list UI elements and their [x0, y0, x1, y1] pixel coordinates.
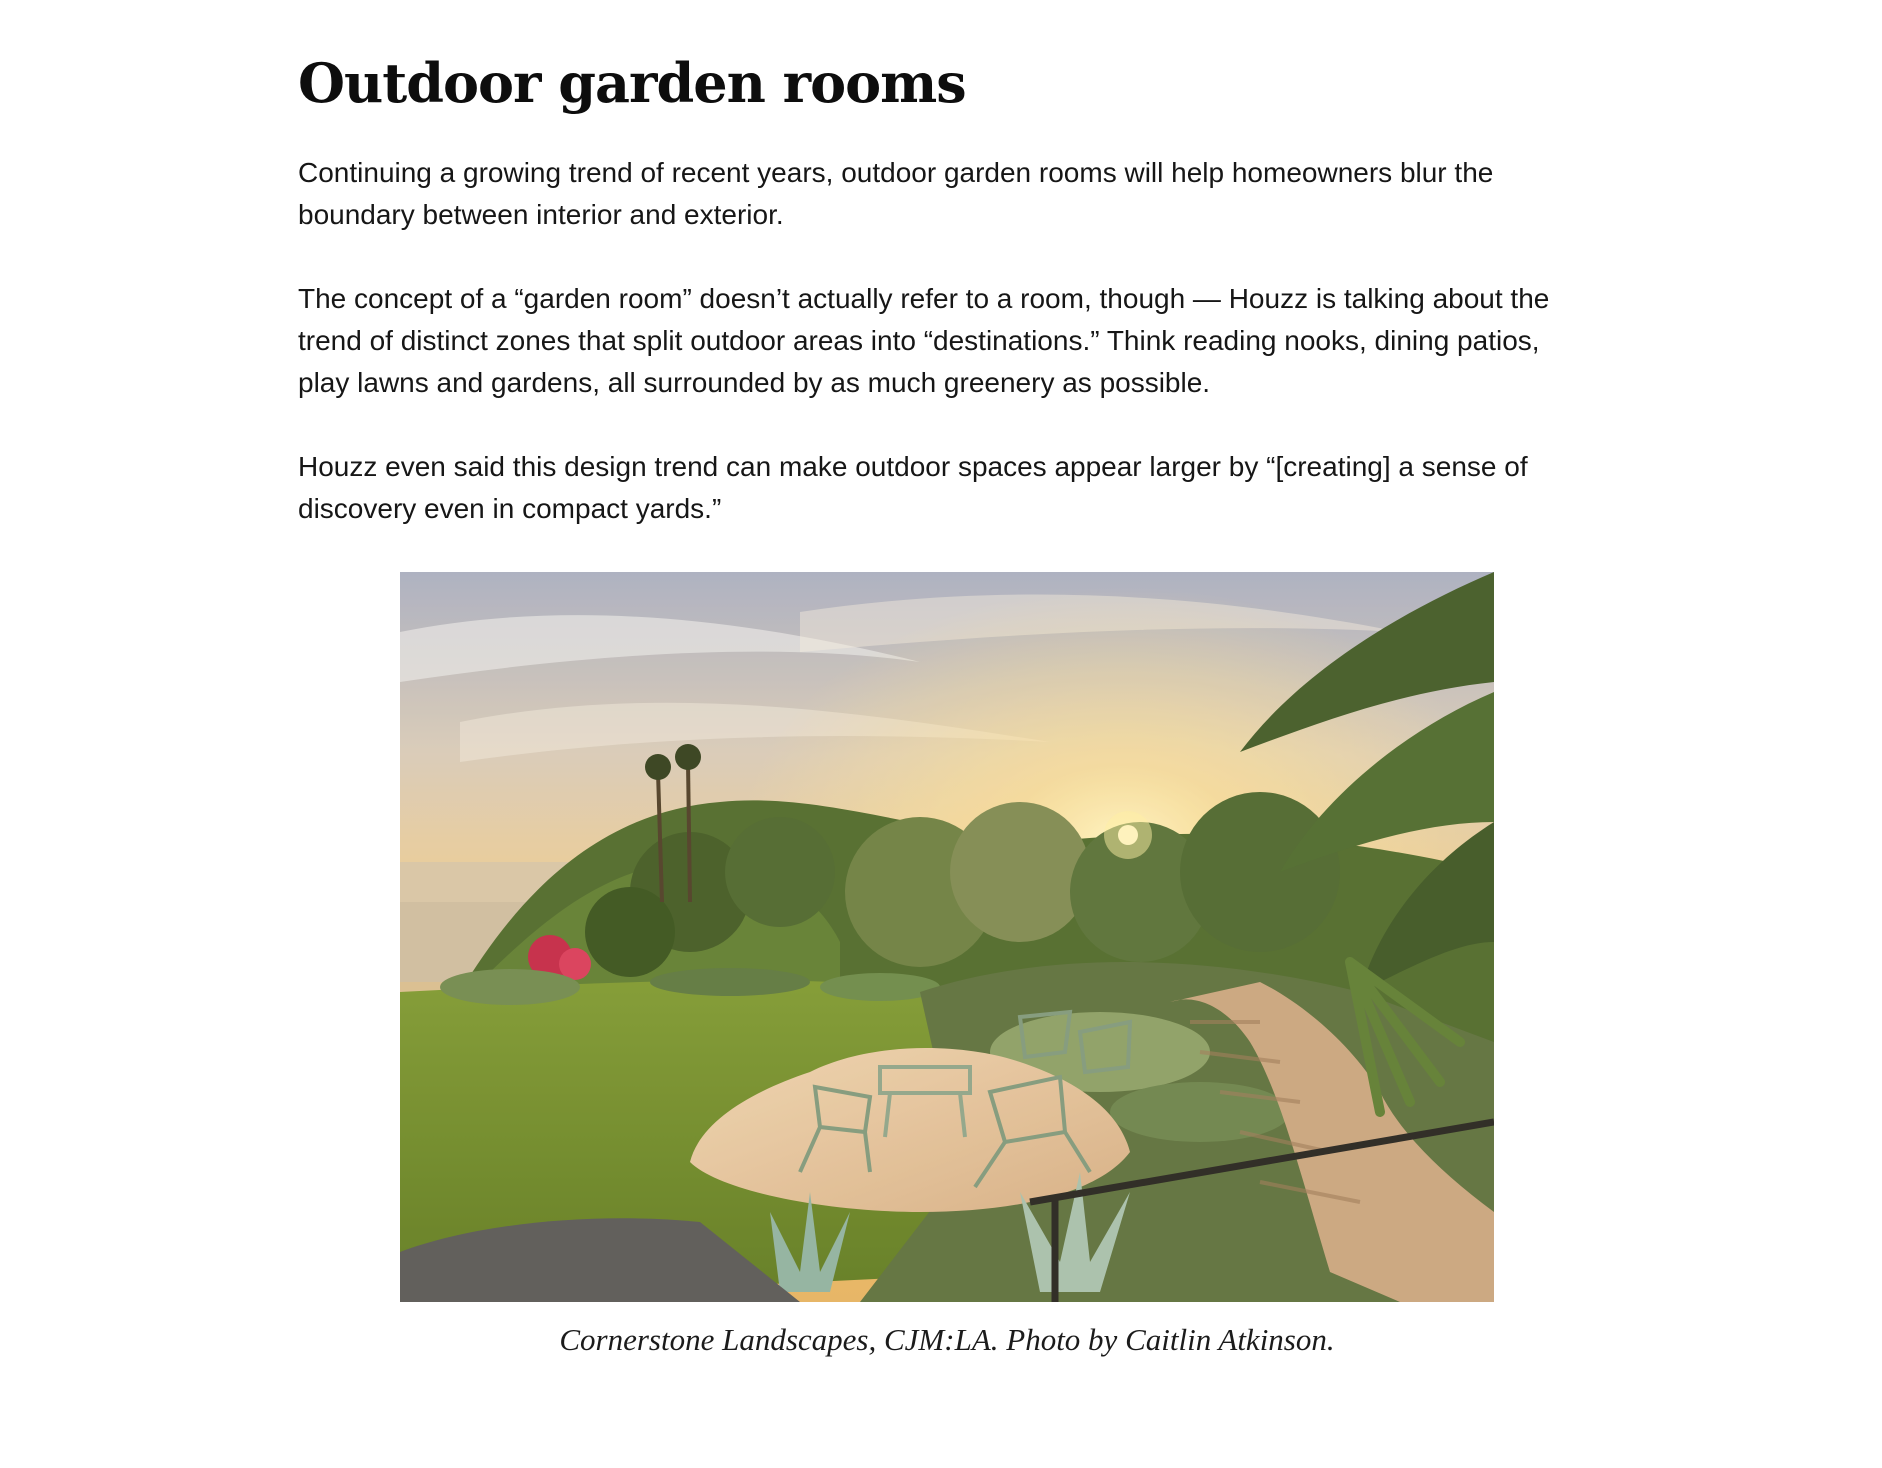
paragraph-intro: Continuing a growing trend of recent years, outdoor garden rooms will help homeowners blur the boundary between interior and exterior.	[298, 157, 1494, 230]
paragraph-houzz-quote: Houzz even said this design trend can make outdoor spaces appear larger by “[creating] a sense of discovery even in compact yards.”	[298, 451, 1528, 524]
article	[298, 40, 1598, 572]
paragraph-concept: The concept of a “garden room” doesn’t actually refer to a room, though — Houzz is talking about the trend of distinct zones that split outdoor areas into “destinations.” Think reading nooks, dining patios, play lawns and gardens, all surrounded by as much greenery as possible.	[298, 283, 1550, 398]
garden-photo	[400, 572, 1494, 1302]
photo-caption: Cornerstone Landscapes, CJM:LA. Photo by Caitlin Atkinson.	[559, 1322, 1335, 1357]
garden-photo-figure	[400, 572, 1494, 1358]
article-title: Outdoor garden rooms	[298, 51, 966, 115]
